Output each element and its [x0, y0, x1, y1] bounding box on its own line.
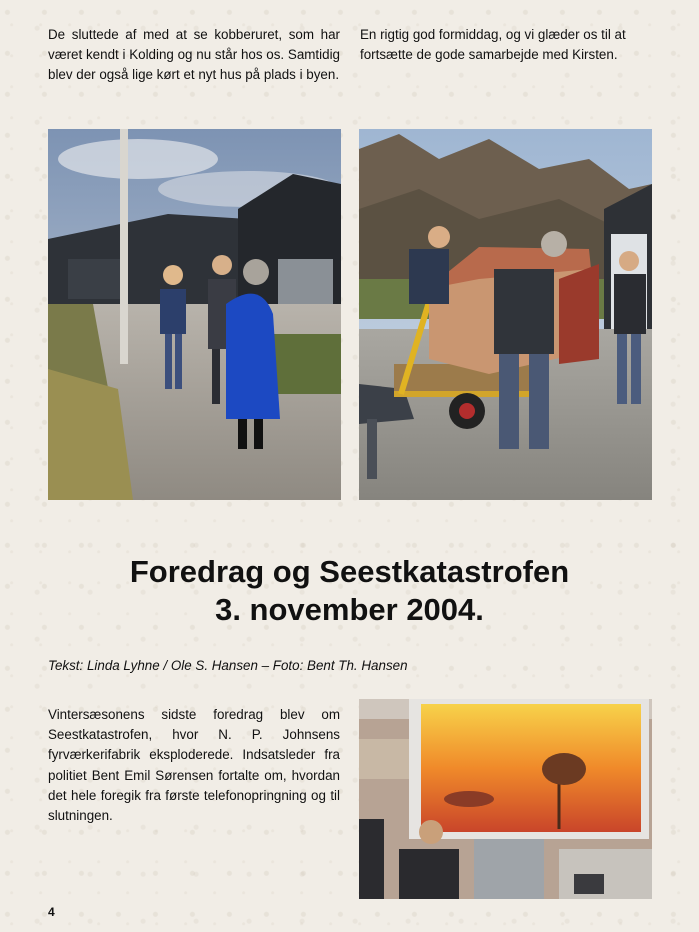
top-left-paragraph: De sluttede af med at se kobberuret, som har været kendt i Kolding og nu står hos os. Samtidig blev der også lige kørt et nyt hus på plads i byen. — [48, 27, 340, 83]
article-heading — [0, 553, 699, 629]
heading-line-1: Foredrag og Seestkatastrofen — [129, 554, 570, 589]
page-number: 4 — [48, 905, 55, 919]
photo-men-moving-model-house-icon — [359, 129, 652, 500]
photo-lecture-projector-screen-icon — [359, 699, 652, 899]
photo-people-outside-building-icon — [48, 129, 341, 500]
byline: Tekst: Linda Lyhne / Ole S. Hansen – Foto: Bent Th. Hansen — [48, 658, 408, 673]
lecture-paragraph: Vintersæsonens sidste foredrag blev om Seestkatastrofen, hvor N. P. Johnsens fyrværkerifabrik eksploderede. Indsatsleder fra politiet Bent Emil Sørensen fortalte om, hvordan det hele foregik fra første telefonopringning og til slutningen. — [48, 707, 340, 824]
heading-line-2: 3. november 2004. — [215, 592, 484, 627]
top-right-paragraph: En rigtig god formiddag, og vi glæder os til at fortsætte de gode samarbejde med Kirsten. — [360, 27, 626, 63]
